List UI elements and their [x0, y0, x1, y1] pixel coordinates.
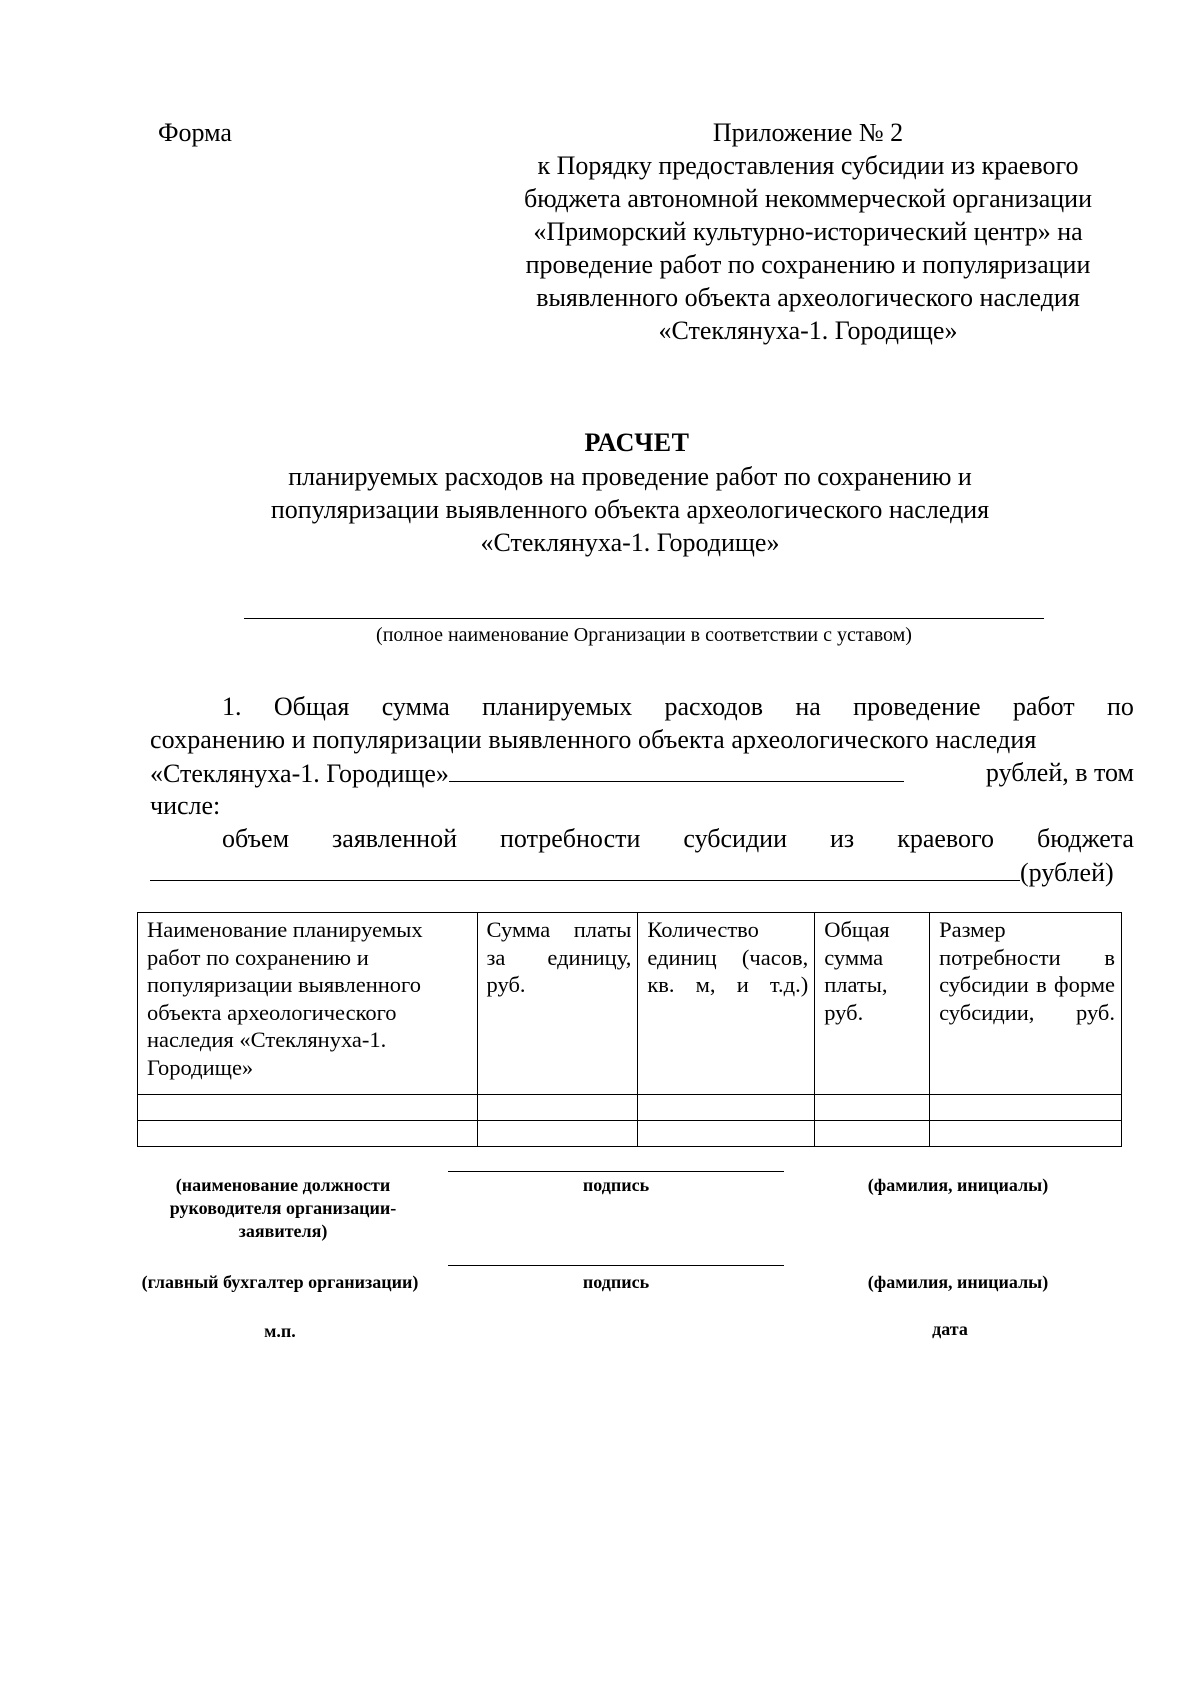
word: проведение: [853, 692, 981, 721]
table-cell[interactable]: [638, 1121, 815, 1147]
table-cell[interactable]: [930, 1121, 1122, 1147]
organization-name-caption: (полное наименование Организации в соответствии с уставом): [376, 624, 912, 646]
subtitle-line: популяризации выявленного объекта археологического наследия: [270, 495, 990, 524]
paragraph1-line2: сохранению и популяризации выявленного объекта археологического наследия: [150, 725, 1037, 754]
name-caption: (фамилия, инициалы): [867, 1175, 1049, 1195]
table-cell[interactable]: [815, 1121, 930, 1147]
calculation-table: [137, 912, 1122, 1147]
accountant-caption: (главный бухгалтер организации): [141, 1272, 419, 1292]
accountant-signature-field[interactable]: [448, 1265, 784, 1266]
word: субсидии: [683, 824, 787, 853]
word: на: [795, 692, 821, 721]
word: сумма: [381, 692, 450, 721]
page-subtitle: [200, 460, 1060, 559]
page-title: РАСЧЕТ: [584, 428, 690, 457]
word: объем: [222, 824, 290, 853]
stamp-caption: м.п.: [264, 1321, 296, 1341]
name-caption: (фамилия, инициалы): [867, 1272, 1049, 1292]
paragraph1-line1: [222, 690, 1134, 723]
paragraph1-line3: [150, 756, 1134, 790]
word: краевого: [897, 824, 995, 853]
appendix-line: бюджета автономной некоммерческой организации: [523, 184, 1092, 213]
column-header-unit-price: Сумма платы за единицу, руб.: [477, 913, 638, 1095]
appendix-line: Приложение № 2: [712, 118, 904, 147]
word: потребности: [500, 824, 641, 853]
subsidy-amount-field[interactable]: [150, 855, 1020, 881]
rubles-label: рублей, в том: [985, 758, 1134, 787]
paragraph2-line2: [150, 855, 1134, 889]
table-cell[interactable]: [138, 1095, 478, 1121]
subtitle-line: «Стеклянуха-1. Городище»: [480, 528, 780, 557]
table-cell[interactable]: [138, 1121, 478, 1147]
table-row: [138, 1095, 1122, 1121]
word: бюджета: [1037, 824, 1134, 853]
head-position-caption: (наименование должности руководителя организации-заявителя): [169, 1175, 397, 1241]
table-cell[interactable]: [638, 1095, 815, 1121]
word: планируемых: [482, 692, 633, 721]
subtitle-line: планируемых расходов на проведение работ по сохранению и: [288, 462, 972, 491]
table-cell[interactable]: [815, 1095, 930, 1121]
table-cell[interactable]: [477, 1095, 638, 1121]
appendix-line: «Приморский культурно-исторический центр» на: [533, 217, 1083, 246]
appendix-line: к Порядку предоставления субсидии из краевого: [537, 151, 1079, 180]
table-cell[interactable]: [477, 1121, 638, 1147]
table-header-row: [138, 913, 1122, 1095]
word: Общая: [273, 692, 350, 721]
word: работ: [1012, 692, 1075, 721]
word: из: [830, 824, 855, 853]
appendix-reference: [488, 116, 1128, 347]
appendix-line: выявленного объекта археологического наследия: [536, 283, 1080, 312]
object-name: «Стеклянуха-1. Городище»: [150, 759, 449, 788]
form-label: Форма: [158, 118, 232, 147]
appendix-line: «Стеклянуха-1. Городище»: [658, 316, 958, 345]
word: заявленной: [332, 824, 457, 853]
paragraph2-line1: [222, 822, 1134, 855]
table-row: [138, 1121, 1122, 1147]
rubles-label: (рублей): [1020, 858, 1114, 887]
word: по: [1106, 692, 1134, 721]
word: 1.: [222, 692, 242, 721]
column-header-subsidy-need: Размер потребности в субсидии в форме субсидии, руб.: [930, 913, 1122, 1095]
organization-name-field[interactable]: [244, 618, 1044, 619]
word: расходов: [664, 692, 764, 721]
signature-caption: подпись: [582, 1175, 650, 1195]
total-amount-field[interactable]: [449, 756, 904, 782]
column-header-total-sum: Общая сумма платы, руб.: [815, 913, 930, 1095]
date-caption: дата: [932, 1319, 968, 1339]
appendix-line: проведение работ по сохранению и популяризации: [525, 250, 1091, 279]
column-header-work-name: Наименование планируемых работ по сохранению и популяризации выявленного объекта археологического наследия «Стеклянуха-1. Городище»: [138, 913, 478, 1095]
column-header-unit-count: Количество единиц (часов, кв. м, и т.д.): [638, 913, 815, 1095]
paragraph1-line4: числе:: [150, 791, 221, 820]
head-signature-field[interactable]: [448, 1171, 784, 1172]
signature-caption: подпись: [582, 1272, 650, 1292]
table-cell[interactable]: [930, 1095, 1122, 1121]
